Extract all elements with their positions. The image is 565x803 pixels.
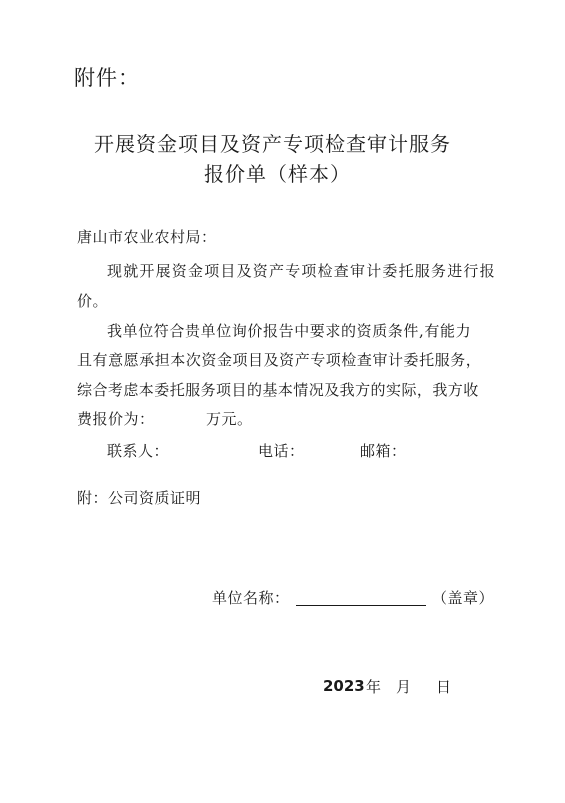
paragraph-2-line-3: 综合考虑本委托服务项目的基本情况及我方的实际，我方收 (77, 381, 479, 399)
paragraph-2-line-2: 且有意愿承担本次资金项目及资产专项检查审计委托服务， (77, 351, 482, 369)
attachment-label: 附件： (74, 66, 140, 90)
recipient: 唐山市农业农村局： (77, 228, 217, 246)
unit-name-label: 单位名称： (212, 589, 290, 607)
contact-phone-label: 电话： (258, 442, 305, 460)
price-unit: 万元。 (206, 410, 253, 428)
document-title-line-1: 开展资金项目及资产专项检查审计服务 (94, 132, 451, 156)
seal-note: （盖章） (432, 589, 495, 607)
document-title-line-2: 报价单（样本） (204, 162, 351, 186)
paragraph-2-line-1: 我单位符合贵单位询价报告中要求的资质条件,有能力 (107, 322, 472, 340)
paragraph-1-line-1: 现就开展资金项目及资产专项检查审计委托服务进行报 (107, 262, 496, 280)
date-year-char: 年 (366, 678, 382, 696)
date-month-char: 月 (396, 678, 412, 696)
contact-email-label: 邮箱： (360, 442, 407, 460)
contact-person-label: 联系人： (107, 442, 170, 460)
unit-name-field[interactable] (296, 605, 426, 606)
date-day-char: 日 (436, 678, 452, 696)
date-year: 2023 (323, 677, 365, 695)
price-quote-label: 费报价为： (77, 410, 155, 428)
attachment-note: 附：公司资质证明 (77, 489, 202, 507)
paragraph-1-line-2: 价。 (77, 292, 109, 310)
